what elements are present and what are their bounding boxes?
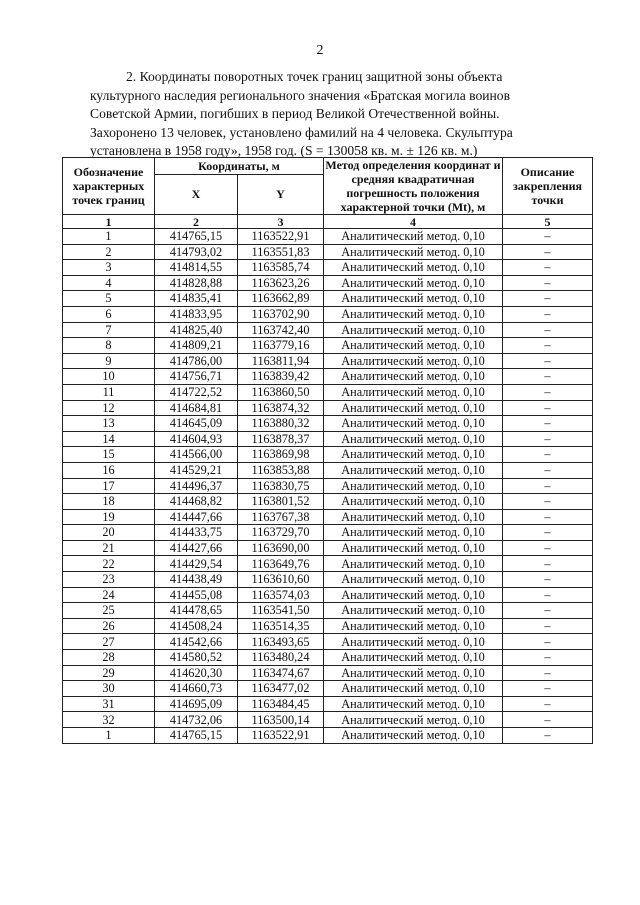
- cell-point: 32: [63, 712, 155, 728]
- cell-method: Аналитический метод. 0,10: [324, 540, 503, 556]
- cell-description: –: [503, 244, 593, 260]
- cell-point: 5: [63, 291, 155, 307]
- cell-y: 1163874,32: [238, 400, 324, 416]
- cell-method: Аналитический метод. 0,10: [324, 478, 503, 494]
- cell-method: Аналитический метод. 0,10: [324, 353, 503, 369]
- cell-x: 414529,21: [155, 462, 238, 478]
- cell-x: 414438,49: [155, 572, 238, 588]
- cell-description: –: [503, 540, 593, 556]
- cell-x: 414814,55: [155, 260, 238, 276]
- cell-description: –: [503, 478, 593, 494]
- cell-x: 414660,73: [155, 681, 238, 697]
- cell-method: Аналитический метод. 0,10: [324, 338, 503, 354]
- header-description: Описание закрепления точки: [503, 158, 593, 215]
- cell-method: Аналитический метод. 0,10: [324, 572, 503, 588]
- cell-point: 28: [63, 650, 155, 666]
- table-row: [63, 650, 593, 666]
- cell-point: 19: [63, 509, 155, 525]
- cell-point: 7: [63, 322, 155, 338]
- coordinates-table: [62, 157, 593, 744]
- cell-method: Аналитический метод. 0,10: [324, 728, 503, 744]
- cell-x: 414828,88: [155, 275, 238, 291]
- cell-description: –: [503, 650, 593, 666]
- table-row: [63, 525, 593, 541]
- cell-description: –: [503, 384, 593, 400]
- cell-description: –: [503, 728, 593, 744]
- table-row: [63, 728, 593, 744]
- cell-x: 414604,93: [155, 431, 238, 447]
- cell-x: 414468,82: [155, 494, 238, 510]
- cell-description: –: [503, 712, 593, 728]
- cell-y: 1163493,65: [238, 634, 324, 650]
- cell-point: 9: [63, 353, 155, 369]
- cell-y: 1163480,24: [238, 650, 324, 666]
- cell-description: –: [503, 462, 593, 478]
- cell-x: 414765,15: [155, 229, 238, 245]
- cell-x: 414809,21: [155, 338, 238, 354]
- cell-x: 414496,37: [155, 478, 238, 494]
- cell-x: 414566,00: [155, 447, 238, 463]
- cell-description: –: [503, 322, 593, 338]
- table-body: [63, 229, 593, 744]
- column-number: 1: [63, 215, 155, 229]
- cell-description: –: [503, 494, 593, 510]
- cell-method: Аналитический метод. 0,10: [324, 291, 503, 307]
- cell-description: –: [503, 306, 593, 322]
- cell-method: Аналитический метод. 0,10: [324, 665, 503, 681]
- column-number-row: [63, 215, 593, 229]
- cell-method: Аналитический метод. 0,10: [324, 229, 503, 245]
- cell-y: 1163839,42: [238, 369, 324, 385]
- cell-y: 1163702,90: [238, 306, 324, 322]
- cell-y: 1163610,60: [238, 572, 324, 588]
- cell-point: 31: [63, 696, 155, 712]
- cell-point: 22: [63, 556, 155, 572]
- cell-description: –: [503, 431, 593, 447]
- cell-point: 11: [63, 384, 155, 400]
- cell-description: –: [503, 447, 593, 463]
- cell-x: 414455,08: [155, 587, 238, 603]
- cell-y: 1163690,00: [238, 540, 324, 556]
- cell-point: 10: [63, 369, 155, 385]
- cell-y: 1163742,40: [238, 322, 324, 338]
- cell-x: 414645,09: [155, 416, 238, 432]
- table-row: [63, 447, 593, 463]
- cell-x: 414756,71: [155, 369, 238, 385]
- cell-description: –: [503, 338, 593, 354]
- cell-y: 1163729,70: [238, 525, 324, 541]
- table-row: [63, 384, 593, 400]
- cell-y: 1163551,83: [238, 244, 324, 260]
- cell-method: Аналитический метод. 0,10: [324, 306, 503, 322]
- column-number: 4: [324, 215, 503, 229]
- cell-method: Аналитический метод. 0,10: [324, 556, 503, 572]
- header-x: X: [155, 174, 238, 214]
- cell-method: Аналитический метод. 0,10: [324, 494, 503, 510]
- cell-y: 1163801,52: [238, 494, 324, 510]
- cell-method: Аналитический метод. 0,10: [324, 431, 503, 447]
- cell-point: 12: [63, 400, 155, 416]
- table-row: [63, 416, 593, 432]
- cell-description: –: [503, 229, 593, 245]
- cell-x: 414765,15: [155, 728, 238, 744]
- cell-y: 1163869,98: [238, 447, 324, 463]
- cell-y: 1163880,32: [238, 416, 324, 432]
- header-coordinates: Координаты, м: [155, 158, 324, 175]
- cell-method: Аналитический метод. 0,10: [324, 369, 503, 385]
- table-row: [63, 291, 593, 307]
- cell-point: 18: [63, 494, 155, 510]
- cell-point: 6: [63, 306, 155, 322]
- cell-point: 15: [63, 447, 155, 463]
- cell-point: 17: [63, 478, 155, 494]
- cell-x: 414433,75: [155, 525, 238, 541]
- table-row: [63, 665, 593, 681]
- cell-y: 1163779,16: [238, 338, 324, 354]
- cell-x: 414835,41: [155, 291, 238, 307]
- cell-y: 1163522,91: [238, 728, 324, 744]
- column-number: 5: [503, 215, 593, 229]
- cell-point: 2: [63, 244, 155, 260]
- cell-description: –: [503, 634, 593, 650]
- cell-description: –: [503, 416, 593, 432]
- table-row: [63, 306, 593, 322]
- cell-point: 16: [63, 462, 155, 478]
- cell-point: 8: [63, 338, 155, 354]
- cell-x: 414580,52: [155, 650, 238, 666]
- cell-y: 1163662,89: [238, 291, 324, 307]
- cell-method: Аналитический метод. 0,10: [324, 416, 503, 432]
- table-row: [63, 244, 593, 260]
- cell-point: 24: [63, 587, 155, 603]
- cell-y: 1163477,02: [238, 681, 324, 697]
- cell-description: –: [503, 400, 593, 416]
- cell-x: 414732,06: [155, 712, 238, 728]
- cell-y: 1163585,74: [238, 260, 324, 276]
- table-row: [63, 681, 593, 697]
- cell-description: –: [503, 681, 593, 697]
- cell-y: 1163811,94: [238, 353, 324, 369]
- cell-point: 25: [63, 603, 155, 619]
- page-number: 2: [316, 43, 324, 58]
- cell-x: 414447,66: [155, 509, 238, 525]
- cell-y: 1163853,88: [238, 462, 324, 478]
- cell-x: 414786,00: [155, 353, 238, 369]
- cell-description: –: [503, 696, 593, 712]
- column-number: 2: [155, 215, 238, 229]
- cell-point: 14: [63, 431, 155, 447]
- cell-method: Аналитический метод. 0,10: [324, 587, 503, 603]
- table-row: [63, 229, 593, 245]
- header-method: Метод определения координат и средняя квадратичная погрешность положения характерной точки (Mt), м: [325, 158, 501, 214]
- table-row: [63, 353, 593, 369]
- table-row: [63, 462, 593, 478]
- table-row: [63, 603, 593, 619]
- cell-method: Аналитический метод. 0,10: [324, 525, 503, 541]
- table-row: [63, 322, 593, 338]
- cell-point: 1: [63, 728, 155, 744]
- cell-description: –: [503, 369, 593, 385]
- cell-method: Аналитический метод. 0,10: [324, 696, 503, 712]
- cell-method: Аналитический метод. 0,10: [324, 618, 503, 634]
- cell-description: –: [503, 525, 593, 541]
- table-row: [63, 400, 593, 416]
- cell-point: 21: [63, 540, 155, 556]
- cell-y: 1163522,91: [238, 229, 324, 245]
- cell-description: –: [503, 291, 593, 307]
- cell-description: –: [503, 353, 593, 369]
- header-y: Y: [238, 174, 324, 214]
- table-row: [63, 509, 593, 525]
- cell-point: 20: [63, 525, 155, 541]
- cell-x: 414684,81: [155, 400, 238, 416]
- table-row: [63, 618, 593, 634]
- cell-description: –: [503, 572, 593, 588]
- cell-y: 1163878,37: [238, 431, 324, 447]
- cell-description: –: [503, 603, 593, 619]
- cell-x: 414542,66: [155, 634, 238, 650]
- cell-method: Аналитический метод. 0,10: [324, 260, 503, 276]
- cell-description: –: [503, 275, 593, 291]
- cell-point: 27: [63, 634, 155, 650]
- table-row: [63, 338, 593, 354]
- cell-x: 414478,65: [155, 603, 238, 619]
- cell-y: 1163623,26: [238, 275, 324, 291]
- cell-point: 4: [63, 275, 155, 291]
- cell-x: 414429,54: [155, 556, 238, 572]
- intro-paragraph: 2. Координаты поворотных точек границ защитной зоны объекта культурного наследия регионального значения «Братская могила воинов Советской Армии, погибших в период Великой Отечественной войны. Захоронено 13 человек, установлено фамилий на 4 человека. Скульптура установлена в 1958 году», 1958 год. (S = 130058 кв. м. ± 126 кв. м.): [90, 69, 513, 159]
- cell-method: Аналитический метод. 0,10: [324, 509, 503, 525]
- cell-description: –: [503, 665, 593, 681]
- cell-point: 1: [63, 229, 155, 245]
- cell-method: Аналитический метод. 0,10: [324, 244, 503, 260]
- cell-description: –: [503, 260, 593, 276]
- cell-method: Аналитический метод. 0,10: [324, 681, 503, 697]
- table-row: [63, 556, 593, 572]
- cell-y: 1163574,03: [238, 587, 324, 603]
- cell-y: 1163484,45: [238, 696, 324, 712]
- cell-x: 414793,02: [155, 244, 238, 260]
- cell-method: Аналитический метод. 0,10: [324, 603, 503, 619]
- cell-point: 23: [63, 572, 155, 588]
- cell-y: 1163541,50: [238, 603, 324, 619]
- table-row: [63, 431, 593, 447]
- cell-x: 414722,52: [155, 384, 238, 400]
- cell-y: 1163860,50: [238, 384, 324, 400]
- cell-x: 414508,24: [155, 618, 238, 634]
- table-row: [63, 275, 593, 291]
- cell-method: Аналитический метод. 0,10: [324, 634, 503, 650]
- cell-method: Аналитический метод. 0,10: [324, 650, 503, 666]
- cell-method: Аналитический метод. 0,10: [324, 712, 503, 728]
- table-row: [63, 494, 593, 510]
- cell-point: 3: [63, 260, 155, 276]
- cell-description: –: [503, 509, 593, 525]
- cell-method: Аналитический метод. 0,10: [324, 400, 503, 416]
- cell-description: –: [503, 587, 593, 603]
- cell-y: 1163649,76: [238, 556, 324, 572]
- cell-method: Аналитический метод. 0,10: [324, 447, 503, 463]
- cell-y: 1163767,38: [238, 509, 324, 525]
- cell-point: 13: [63, 416, 155, 432]
- table-row: [63, 478, 593, 494]
- cell-point: 26: [63, 618, 155, 634]
- column-number: 3: [238, 215, 324, 229]
- header-point: Обозначение характерных точек границ: [63, 158, 155, 215]
- cell-y: 1163514,35: [238, 618, 324, 634]
- table-row: [63, 712, 593, 728]
- cell-method: Аналитический метод. 0,10: [324, 462, 503, 478]
- table-row: [63, 369, 593, 385]
- cell-method: Аналитический метод. 0,10: [324, 322, 503, 338]
- cell-point: 30: [63, 681, 155, 697]
- cell-x: 414427,66: [155, 540, 238, 556]
- cell-description: –: [503, 618, 593, 634]
- table-row: [63, 540, 593, 556]
- cell-method: Аналитический метод. 0,10: [324, 275, 503, 291]
- cell-x: 414620,30: [155, 665, 238, 681]
- cell-description: –: [503, 556, 593, 572]
- cell-method: Аналитический метод. 0,10: [324, 384, 503, 400]
- cell-y: 1163474,67: [238, 665, 324, 681]
- cell-x: 414833,95: [155, 306, 238, 322]
- table-row: [63, 696, 593, 712]
- cell-y: 1163830,75: [238, 478, 324, 494]
- cell-point: 29: [63, 665, 155, 681]
- table-row: [63, 587, 593, 603]
- cell-x: 414825,40: [155, 322, 238, 338]
- cell-x: 414695,09: [155, 696, 238, 712]
- table-row: [63, 572, 593, 588]
- table-row: [63, 260, 593, 276]
- cell-y: 1163500,14: [238, 712, 324, 728]
- table-row: [63, 634, 593, 650]
